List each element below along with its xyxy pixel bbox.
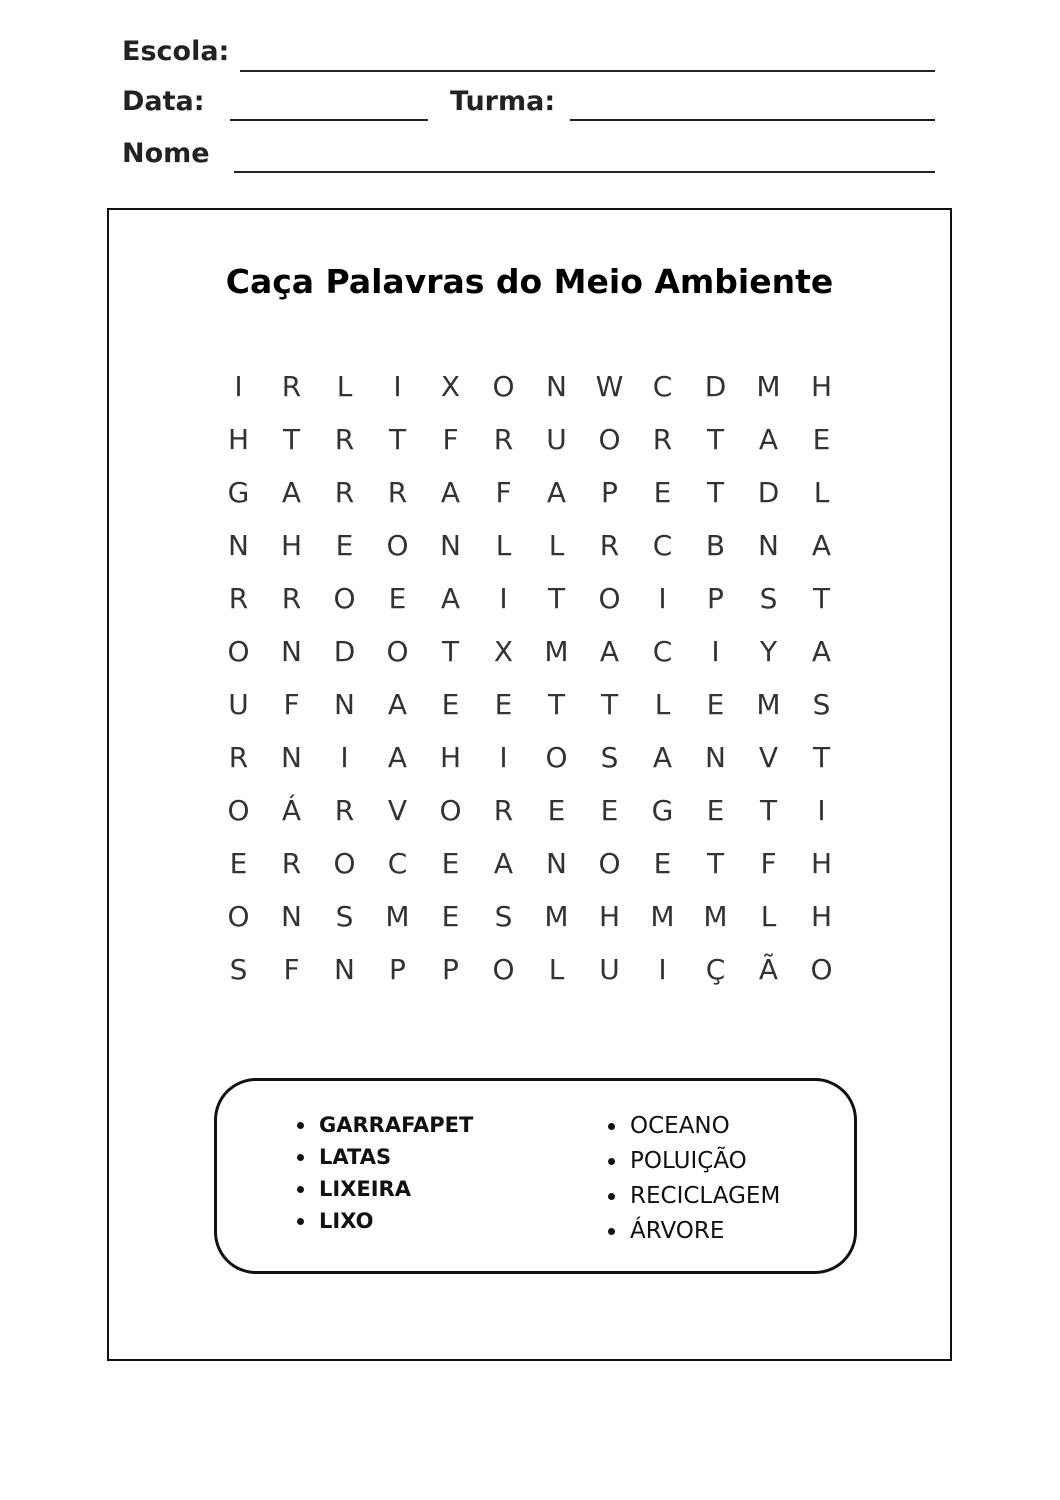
grid-letter[interactable]: R [281,582,302,615]
nome-label: Nome [122,138,210,169]
data-turma-row [122,86,937,138]
grid-letter[interactable]: W [595,370,624,403]
grid-letter[interactable]: H [598,900,621,933]
grid-letter[interactable]: O [545,741,568,774]
grid-letter[interactable]: P [442,953,459,986]
grid-letter[interactable]: H [227,423,250,456]
grid-letter[interactable]: O [439,794,462,827]
grid-letter[interactable]: E [388,582,407,615]
grid-letter[interactable]: M [385,900,410,933]
turma-field[interactable] [570,119,935,121]
grid-letter[interactable]: N [281,635,302,668]
grid-letter[interactable]: A [387,741,408,774]
word-list-item: LIXEIRA [295,1173,473,1205]
grid-letter[interactable]: O [227,794,250,827]
grid-letter[interactable]: E [653,847,672,880]
grid-letter[interactable]: T [388,423,407,456]
grid-letter[interactable]: U [228,688,249,721]
grid-letter[interactable]: E [706,794,725,827]
grid-letter[interactable]: F [760,847,777,880]
grid-letter[interactable]: N [440,529,461,562]
grid-letter[interactable]: P [707,582,724,615]
grid-letter[interactable]: H [439,741,462,774]
grid-letter[interactable]: C [652,635,673,668]
grid-letter[interactable]: O [492,953,515,986]
grid-letter[interactable]: D [704,370,727,403]
grid-letter[interactable]: L [495,529,512,562]
grid-letter[interactable]: E [547,794,566,827]
grid-letter[interactable]: Ã [758,953,779,986]
grid-letter[interactable]: A [440,476,461,509]
grid-letter[interactable]: N [334,953,355,986]
grid-letter[interactable]: E [441,688,460,721]
grid-letter[interactable]: F [283,953,300,986]
grid-letter[interactable]: T [759,794,778,827]
grid-letter[interactable]: R [281,370,302,403]
grid-letter[interactable]: R [334,476,355,509]
grid-letter[interactable]: O [598,582,621,615]
grid-letter[interactable]: E [706,688,725,721]
grid-letter[interactable]: T [812,582,831,615]
grid-letter[interactable]: A [546,476,567,509]
grid-letter[interactable]: E [494,688,513,721]
word-list-item: ÁRVORE [606,1214,780,1249]
grid-letter[interactable]: I [658,582,667,615]
grid-letter[interactable]: R [493,423,514,456]
data-label: Data: [122,86,205,117]
grid-letter[interactable]: M [756,688,781,721]
grid-letter[interactable]: E [441,900,460,933]
grid-letter[interactable]: I [658,953,667,986]
grid-letter[interactable]: R [281,847,302,880]
grid-letter[interactable]: T [706,476,725,509]
grid-letter[interactable]: A [281,476,302,509]
nome-row [122,138,937,188]
grid-letter[interactable]: E [441,847,460,880]
grid-letter[interactable]: T [547,582,566,615]
grid-letter[interactable]: T [441,635,460,668]
grid-letter[interactable]: N [281,900,302,933]
escola-row [122,36,937,86]
grid-letter[interactable]: T [706,423,725,456]
grid-letter[interactable]: E [600,794,619,827]
grid-letter[interactable]: L [336,370,353,403]
grid-letter[interactable]: O [386,635,409,668]
grid-letter[interactable]: A [811,529,832,562]
grid-letter[interactable]: L [654,688,671,721]
word-list-item: LATAS [295,1141,473,1173]
grid-letter[interactable]: Ç [705,953,726,986]
grid-letter[interactable]: V [758,741,779,774]
grid-letter[interactable]: N [228,529,249,562]
grid-letter[interactable]: R [334,423,355,456]
word-list-column-1 [295,1109,473,1237]
grid-letter[interactable]: A [652,741,673,774]
grid-letter[interactable]: P [601,476,618,509]
grid-letter[interactable]: O [598,423,621,456]
escola-field[interactable] [240,70,935,72]
grid-letter[interactable]: I [711,635,720,668]
grid-letter[interactable]: O [227,635,250,668]
grid-letter[interactable]: P [389,953,406,986]
grid-letter[interactable]: S [812,688,831,721]
grid-letter[interactable]: E [335,529,354,562]
grid-letter[interactable]: T [547,688,566,721]
grid-letter[interactable]: M [703,900,728,933]
grid-letter[interactable]: N [334,688,355,721]
grid-letter[interactable]: M [544,900,569,933]
grid-letter[interactable]: I [340,741,349,774]
grid-letter[interactable]: S [229,953,248,986]
nome-field[interactable] [234,171,935,173]
grid-letter[interactable]: R [387,476,408,509]
grid-letter[interactable]: R [228,582,249,615]
letter-grid [212,360,848,996]
grid-letter[interactable]: S [759,582,778,615]
word-list-box [214,1078,857,1274]
grid-letter[interactable]: O [810,953,833,986]
grid-letter[interactable]: E [229,847,248,880]
grid-letter[interactable]: I [499,741,508,774]
grid-letter[interactable]: C [652,529,673,562]
grid-letter[interactable]: O [492,370,515,403]
escola-label: Escola: [122,36,230,67]
grid-letter[interactable]: N [546,370,567,403]
word-list-item: LIXO [295,1205,473,1237]
grid-letter[interactable]: G [651,794,674,827]
grid-letter[interactable]: E [812,423,831,456]
grid-letter[interactable]: R [493,794,514,827]
grid-letter[interactable]: O [227,900,250,933]
grid-letter[interactable]: M [650,900,675,933]
grid-letter[interactable]: T [600,688,619,721]
grid-letter[interactable]: S [494,900,513,933]
grid-letter[interactable]: L [813,476,830,509]
grid-letter[interactable]: M [756,370,781,403]
grid-letter[interactable]: E [653,476,672,509]
data-field[interactable] [230,119,428,121]
grid-letter[interactable]: D [757,476,780,509]
grid-letter[interactable]: I [817,794,826,827]
grid-letter[interactable]: Á [281,794,302,827]
grid-letter[interactable]: H [280,529,303,562]
grid-letter[interactable]: L [548,953,565,986]
grid-letter[interactable]: X [440,370,461,403]
grid-letter[interactable]: H [810,900,833,933]
grid-letter[interactable]: X [493,635,514,668]
grid-letter[interactable]: H [810,370,833,403]
grid-letter[interactable]: R [228,741,249,774]
grid-letter[interactable]: D [333,635,356,668]
worksheet-frame [107,208,952,1361]
grid-letter[interactable]: U [546,423,567,456]
word-list-item: OCEANO [606,1109,780,1144]
grid-letter[interactable]: R [334,794,355,827]
grid-letter[interactable]: N [281,741,302,774]
grid-letter[interactable]: A [440,582,461,615]
grid-letter[interactable]: F [495,476,512,509]
grid-letter[interactable]: T [282,423,301,456]
grid-letter[interactable]: C [652,370,673,403]
word-list-item: RECICLAGEM [606,1179,780,1214]
grid-letter[interactable]: U [599,953,620,986]
grid-letter[interactable]: C [387,847,408,880]
grid-letter[interactable]: O [333,847,356,880]
grid-letter[interactable]: N [546,847,567,880]
grid-letter[interactable]: I [234,370,243,403]
grid-letter[interactable]: R [652,423,673,456]
page-title: Caça Palavras do Meio Ambiente [225,262,834,301]
grid-letter[interactable]: A [811,635,832,668]
grid-letter[interactable]: I [393,370,402,403]
grid-letter[interactable]: N [705,741,726,774]
turma-label: Turma: [450,86,556,117]
grid-letter[interactable]: A [758,423,779,456]
grid-letter[interactable]: A [387,688,408,721]
grid-letter[interactable]: V [387,794,408,827]
grid-letter[interactable]: N [758,529,779,562]
grid-letter[interactable]: B [705,529,726,562]
word-list-item: GARRAFAPET [295,1109,473,1141]
grid-letter[interactable]: O [598,847,621,880]
grid-letter[interactable]: G [227,476,250,509]
grid-letter[interactable]: F [442,423,459,456]
grid-letter[interactable]: I [499,582,508,615]
grid-letter[interactable]: R [599,529,620,562]
grid-letter[interactable]: S [335,900,354,933]
grid-letter[interactable]: H [810,847,833,880]
grid-letter[interactable]: L [760,900,777,933]
grid-letter[interactable]: M [544,635,569,668]
grid-letter[interactable]: A [599,635,620,668]
grid-letter[interactable]: T [706,847,725,880]
grid-letter[interactable]: T [812,741,831,774]
grid-letter[interactable]: O [333,582,356,615]
grid-letter[interactable]: O [386,529,409,562]
grid-letter[interactable]: Y [759,635,778,668]
grid-letter[interactable]: F [283,688,300,721]
grid-letter[interactable]: A [493,847,514,880]
student-info-header [122,36,937,188]
word-list-column-2 [606,1109,780,1249]
word-list-item: POLUIÇÃO [606,1144,780,1179]
grid-letter[interactable]: L [548,529,565,562]
grid-letter[interactable]: S [600,741,619,774]
